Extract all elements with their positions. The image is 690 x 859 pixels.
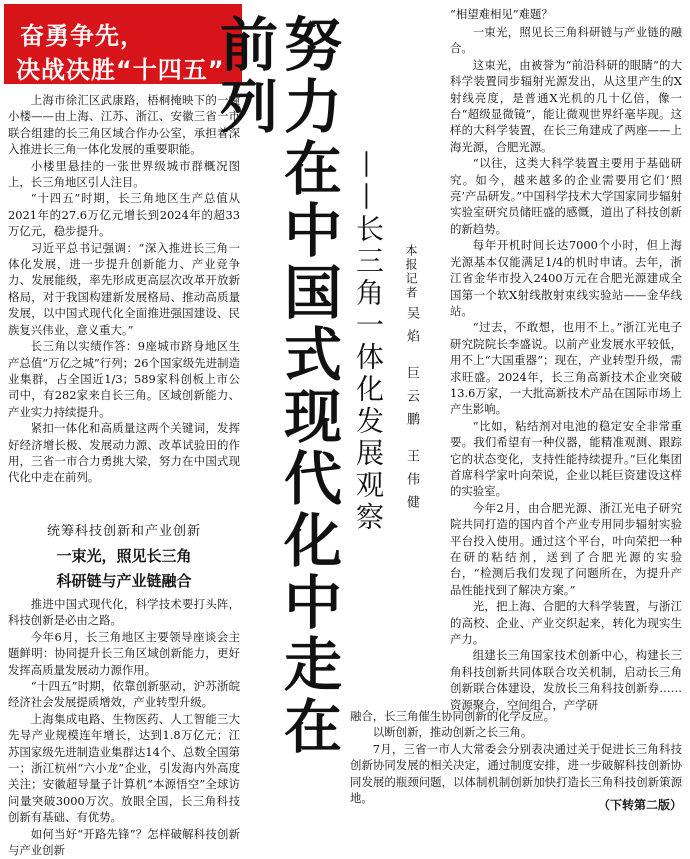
- left-column-lower: [8, 596, 240, 859]
- left-column: [8, 92, 240, 486]
- headline-banner: [4, 4, 242, 84]
- byline-label: 本报记者: [404, 244, 418, 300]
- paragraph: 这束光，由被誉为“前沿科研的眼睛”的大科学装置同步辐射光源发出，从这里产生的X射线亮度，是普通X光机的几十亿倍，像一台“超级显微镜”，能让微观世界纤毫毕现。这样的大科学装置，在长三角建成了两座——上海光源，合肥光源。: [450, 57, 682, 154]
- right-column-top-fragment: [450, 6, 682, 22]
- banner-line-1: 奋勇争先，: [20, 22, 145, 50]
- subheadline: ——长三角一体化发展观察: [352, 150, 385, 534]
- section-title-line-2: 科研链与产业链融合: [56, 572, 192, 590]
- banner-line-2: 决战决胜“十四五”: [16, 56, 225, 84]
- main-headline: 努力在中国式现代化中走在前列: [210, 14, 342, 758]
- paragraph: 今年2月，由合肥光源、浙江光电子研究院共同打造的国内首个产业专用同步辐射实验平台投入使用。通过这个平台，叶向荣把一种在研的粘结剂，送到了合肥光源的实验台，“检测后我们发现了问题所在，为提升产品性能找到了解决方案。”: [450, 500, 682, 597]
- paragraph: 以断创新，推动创新之长三角。: [372, 725, 533, 740]
- paragraph: “相望难相见”难题？: [450, 7, 553, 21]
- paragraph: 一束光，照见长三角科研链与产业链的融合。: [450, 25, 682, 56]
- section-heading: [8, 520, 240, 591]
- paragraph: 紧扣一体化和高质量这两个关键词，发挥好经济增长极、发展动力源、改革试验田的作用，三省一市合力勇挑大梁，努力在中国式现代化中走在前列。: [8, 421, 240, 485]
- paragraph: 长三角以实绩作答：9座城市跻身地区生产总值“万亿之城”行列；26个国家级先进制造业集群，占全国近1/3；589家科创板上市公司中，有282家来自长三角。区域创新能力、产业实力持续提升。: [8, 339, 240, 419]
- paragraph: 组建长三角国家技术创新中心，构建长三角科技创新共同体联合攻关机制，启动长三角创新联合体建设，发放长三角科技创新券……资源聚合，空间组合，产学研: [450, 648, 682, 712]
- paragraph: 习近平总书记强调：“深入推进长三角一体化发展，进一步提升创新能力、产业竞争力、发展能级，率先形成更高层次改革开放新格局，对于我国构建新发展格局、推动高质量发展，以中国式现代化全面推进强国建设、民族复兴伟业，意义重大。”: [8, 240, 240, 337]
- paragraph: 7月，三省一市人大常委会分别表决通过关于促进长三角科技创新协同发展的相关决定，通过制度安排，进一步破解科技创新协同发展的瓶颈问题，以体制机制创新加快打造长三角科技创新策源地。: [350, 741, 682, 806]
- paragraph: 上海市徐汇区武康路，梧桐掩映下的一幢小楼——由上海、江苏、浙江、安徽三省一市联合组建的长三角区域合作办公室，承担着深入推进长三角一体化发展的重要职能。: [8, 93, 240, 157]
- right-column: [450, 24, 682, 713]
- paragraph: 小楼里悬挂的一张世界级城市群概况图上，长三角地区引人注目。: [8, 158, 240, 190]
- paragraph: “十四五”时期，依靠创新驱动，沪苏浙皖经济社会发展提质增效，产业转型升级。: [8, 679, 240, 710]
- bottom-wide-column: [350, 708, 682, 806]
- section-title-line-1: 一束光，照见长三角: [56, 547, 192, 565]
- byline-names: 吴焰 巨云鹏 王伟健: [404, 306, 419, 519]
- paragraph: 上海集成电路、生物医药、人工智能三大先导产业规模连年增长，达到1.8万亿元；江苏国家级先进制造业集群达14个、总数全国第一；浙江杭州“六小龙”企业，引发海内外高度关注；安徽超导量子计算机“本源悟空”全球访问量突破3000万次。放眼全国，长三角科技创新有基础、有优势。: [8, 711, 240, 825]
- paragraph: 今年6月，长三角地区主要领导座谈会主题鲜明：协同提升长三角区域创新能力，更好发挥高质量发展动力源作用。: [8, 629, 240, 677]
- paragraph: 每年开机时间长达7000个小时，但上海光源基本仅能满足1/4的机时申请。去年，浙江省金华市投入2400万元在合肥光源建成全国第一个软X射线散射束线实验站——金华线站。: [450, 238, 682, 318]
- paragraph: “过去，不敢想，也用不上。”浙江光电子研究院院长李盛说。以前产业发展水平较低，用不上“大国重器”；现在，产业转型升级，需求旺盛。2024年，长三角高新技术企业突破13.6万家，一大批高新技术产品在国际市场上产生影响。: [450, 320, 682, 417]
- paragraph: “比如，粘结剂对电池的稳定安全非常重要。我们希望有一种仪器，能精准观测、跟踪它的状态变化，支持性能持续提升。”巨化集团首席科学家叶向荣说，企业以耗巨资建设这样的实验室。: [450, 418, 682, 499]
- paragraph: “以往，这类大科学装置主要用于基础研究。如今，越来越多的企业需要用它们‘照亮’产品研发。”中国科学技术大学国家同步辐射实验室研究员储旺盛的感慨，道出了科技创新的新趋势。: [450, 156, 682, 236]
- paragraph: 推进中国式现代化，科学技术要打头阵，科技创新是必由之路。: [8, 597, 240, 628]
- paragraph: 如何当好“开路先锋”？怎样破解科技创新与产业创新: [8, 826, 240, 858]
- paragraph: 光，把上海、合肥的大科学装置，与浙江的高校、企业、产业交织起来，转化为现实生产力。: [450, 599, 682, 647]
- paragraph: “十四五”时期，长三角地区生产总值从2021年的27.6万亿元增长到2024年的超33万亿元，稳步提升。: [8, 191, 240, 239]
- paragraph: 融合，长三角催生协同创新的化学反应。: [350, 709, 556, 723]
- continued-on-page-note: （下转第二版）: [597, 798, 682, 812]
- section-kicker: 统筹科技创新和产业创新: [46, 524, 201, 539]
